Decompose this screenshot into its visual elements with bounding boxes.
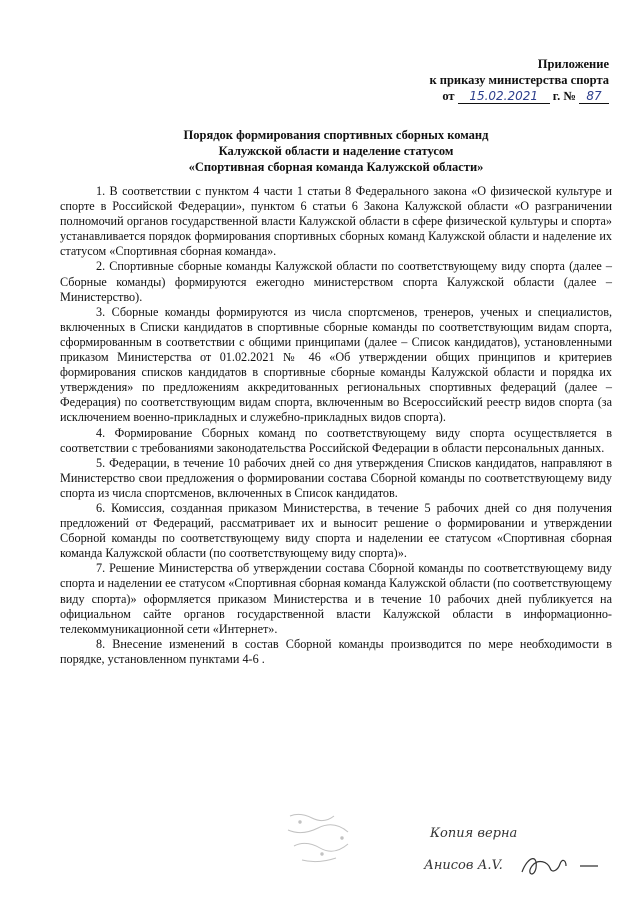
paragraph-7: 7. Решение Министерства об утверждении состава Сборной команды по соответствующему виду спорта и наделении ее статусом «Спортивная сборная команда Калужской области (по соответствующему виду спорта)» оформляется приказом Министерства и в течение 10 рабочих дней публикуется на официальном сайте органов государственной власти Калужской области в информационно-телекоммуникационной сети «Интернет». — [60, 561, 612, 636]
paragraph-4: 4. Формирование Сборных команд по соответствующему виду спорта осуществляется в соответствии с требованиями законодательства Российской Федерации в области персональных данных. — [60, 425, 612, 455]
date-prefix: от — [442, 89, 455, 103]
handwritten-date: 15.02.2021 — [458, 89, 550, 104]
document-body — [60, 184, 612, 667]
signature-area — [420, 818, 620, 898]
signature-copy-verified: Копия верна — [430, 826, 518, 841]
signature-name: Анисов А.V. — [424, 858, 503, 873]
annex-date-line — [429, 88, 609, 104]
handwritten-number: 87 — [579, 89, 609, 104]
paragraph-3: 3. Сборные команды формируются из числа спортсменов, тренеров, ученых и специалистов, включенных в Списки кандидатов в спортивные сборные команды по соответствующим видам спорта, сформированным в соответствии с общими принципами (далее – Список кандидатов), установленными приказом Министерства от 01.02.2021 № 46 «Об утверждении общих принципов и критериев формирования списков кандидатов в спортивные сборные команды Калужской области и порядка их утверждения» по предложениям аккредитованных региональных спортивных федераций (далее – Федерация) по соответствующим видам спорта, включенным во Всероссийский реестр видов спорта (за исключением военно-прикладных и служебно-прикладных видов спорта). — [60, 304, 612, 425]
title-line-1: Порядок формирования спортивных сборных команд — [183, 128, 489, 142]
paragraph-2: 2. Спортивные сборные команды Калужской области по соответствующему виду спорта (далее – Сборные команды) формируются ежегодно министерством спорта Калужской области (далее – Министерство). — [60, 259, 612, 304]
paragraph-1: 1. В соответствии с пунктом 4 части 1 статьи 8 Федерального закона «О физической культуре и спорте в Российской Федерации», пунктом 6 статьи 6 Закона Калужской области «О разграничении полномочий органов государственной власти Калужской области в сфере физической культуры и спорта» устанавливается порядок формирования спортивных сборных команд Калужской области и наделение их статусом «Спортивная сборная команда». — [60, 184, 612, 259]
number-prefix: г. № — [552, 89, 576, 103]
faded-stamp-mark — [282, 808, 370, 874]
signature-scribble — [516, 848, 616, 884]
title-line-3: «Спортивная сборная команда Калужской области» — [188, 160, 484, 174]
annex-line-2: к приказу министерства спорта — [429, 73, 609, 87]
paragraph-6: 6. Комиссия, созданная приказом Министерства, в течение 5 рабочих дней со дня получения предложений от Федераций, рассматривает их и выносит решение о формировании и утверждении Сборной команды по соответствующему виду спорта и наделении ее статусом «Спортивная сборная команда Калужской области (по соответствующему виду спорта)». — [60, 500, 612, 561]
document-title — [60, 127, 612, 175]
annex-header — [429, 56, 609, 104]
paragraph-8: 8. Внесение изменений в состав Сборной команды производится по мере необходимости в порядке, установленном пунктами 4-6 . — [60, 636, 612, 666]
annex-line-1: Приложение — [537, 57, 609, 71]
paragraph-5: 5. Федерации, в течение 10 рабочих дней со дня утверждения Списков кандидатов, направляют в Министерство свои предложения о формировании состава Сборной команды по соответствующему виду спорта из числа спортсменов, включенных в Список кандидатов. — [60, 455, 612, 500]
title-line-2: Калужской области и наделение статусом — [218, 144, 454, 158]
